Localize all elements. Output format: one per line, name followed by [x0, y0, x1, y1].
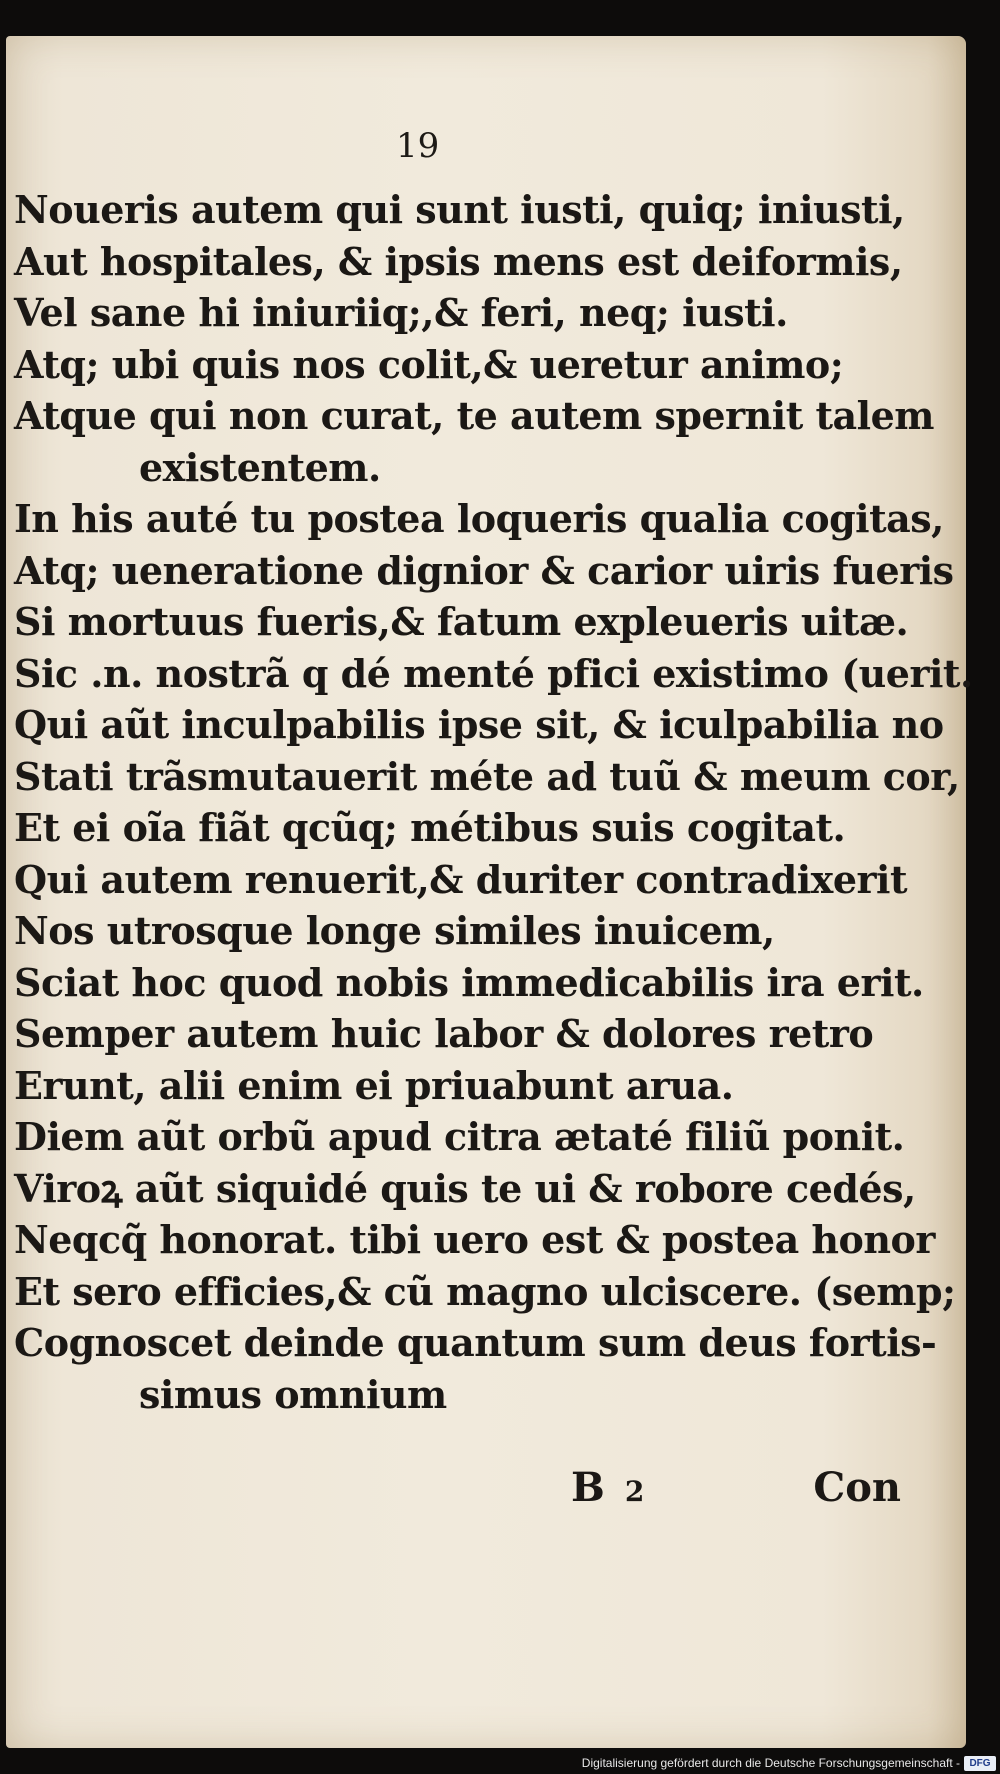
text-line: Erunt, alii enim ei priuabunt arua.: [14, 1062, 734, 1108]
text-line: Cognoscet deinde quantum sum deus fortis-: [14, 1320, 937, 1365]
text-line: Stati trãsmutauerit méte ad tuũ & meum cor,: [14, 753, 960, 799]
text-line: Viroꝝ aũt siquidé quis te ui & robore cedés,: [14, 1165, 916, 1211]
text-line: Qui aũt inculpabilis ipse sit, & iculpabilia no: [14, 702, 944, 747]
text-line: Sic .n. nostrã q dé menté pfici existimo (uerit.: [14, 650, 973, 696]
page-number: 19: [396, 126, 440, 166]
text-line: Atque qui non curat, te autem spernit talem: [14, 393, 934, 438]
poem-text: [14, 184, 973, 1420]
dfg-logo: DFG: [964, 1756, 996, 1771]
text-line: Sciat hoc quod nobis immedicabilis ira erit.: [14, 959, 924, 1005]
text-line: Nos utrosque longe similes inuicem,: [14, 908, 775, 953]
text-line: Qui autem renuerit,& duriter contradixerit: [14, 856, 908, 902]
text-line: In his auté tu postea loqueris qualia cogitas,: [14, 496, 944, 541]
text-line: Et ei oĩa fiãt qcũq; métibus suis cogitat.: [14, 805, 846, 850]
text-line: Atq; ueneratione dignior & carior uiris fueris: [14, 547, 954, 593]
text-line: Diem aũt orbũ apud citra ætaté filiũ ponit.: [14, 1114, 905, 1159]
signature-mark: B: [571, 1464, 605, 1511]
text-line: Si mortuus fueris,& fatum expleueris uitæ.: [14, 599, 909, 644]
catchword: Con: [813, 1464, 901, 1511]
text-line: Atq; ubi quis nos colit,& ueretur animo;: [14, 341, 844, 387]
text-line: Neqcq̃ honorat. tibi uero est & postea honor: [14, 1217, 935, 1262]
book-page: [6, 36, 973, 1748]
text-line: Aut hospitales, & ipsis mens est deiformis,: [14, 238, 903, 284]
signature-number: 2: [624, 1475, 645, 1508]
text-line: simus omnium: [139, 1371, 447, 1417]
text-line: existentem.: [139, 444, 381, 490]
text-line: Noueris autem qui sunt iusti, quiq; iniusti,: [14, 187, 905, 232]
digitization-credit: Digitalisierung gefördert durch die Deutsche Forschungsgemeinschaft -: [581, 1756, 960, 1770]
text-line: Vel sane hi iniuriiq;,& feri, neq; iusti.: [14, 290, 788, 335]
signature-line: [571, 1464, 901, 1511]
text-line: Et sero efficies,& cũ magno ulciscere. (semp;: [14, 1268, 956, 1314]
text-line: Semper autem huic labor & dolores retro: [14, 1011, 874, 1056]
